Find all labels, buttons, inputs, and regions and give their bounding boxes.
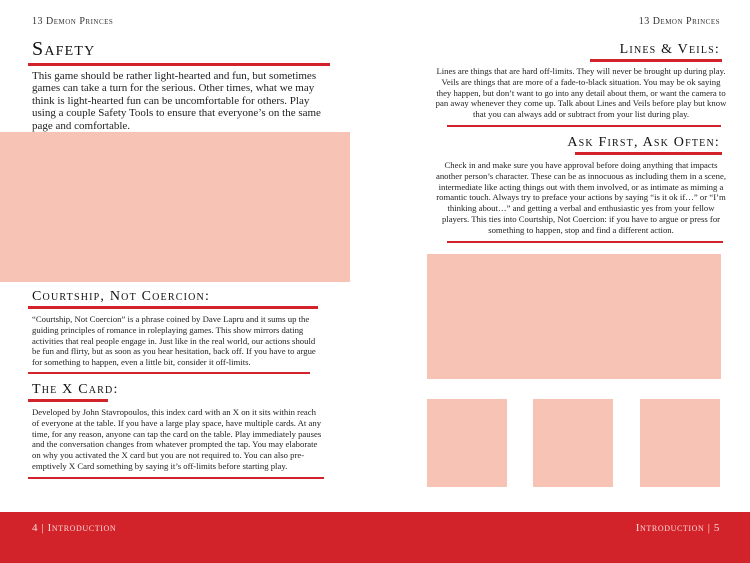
right-running-header: 13 Demon Princes <box>638 16 720 27</box>
left-running-header: 13 Demon Princes <box>32 16 114 27</box>
thumbnail-3 <box>640 399 720 487</box>
lines-veils-body: Lines are things that are hard off-limits. They will never be brought up during play. Veils are things that are more of a fade-to-black situation. You may be ok saying they happen, but don’t want to go into any detail about them, or want the camera to pan away whenever they come up. Talk about Lines and Veils before play but know that you can always add or subtract from your list during play. <box>435 66 727 120</box>
safety-rule <box>28 63 330 66</box>
ask-first-body: Check in and make sure you have approval before doing anything that impacts another person’s character. These can be as innocuous as including them in a scene, intermediate like acting things out with them involved, or as intimate as miming a romantic touch. Always try to preface your actions by saying “is it ok if…” or “I’m thinking about…” and getting a verbal and enthusiastic yes from your fellow players. This ties into Courtship, Not Coercion: if you have to argue or press for something to happen, stop and find a different action. <box>435 160 727 235</box>
lines-veils-underline <box>447 125 721 127</box>
courtship-underline <box>28 372 310 374</box>
right-page <box>375 0 750 512</box>
left-page <box>0 0 375 512</box>
footer-left-folio: 4 | Introduction <box>32 522 117 534</box>
courtship-heading: Courtship, Not Coercion: <box>32 289 211 304</box>
courtship-body: “Courtship, Not Coercion” is a phrase coined by Dave Lapru and it sums up the guiding principles of romance in roleplaying games. This show mirrors dating activities that real people engage in. Just like in the real world, our actions should be fun and flirty, but as soon as you hear hesitation, back off. If you have to argue for something to happen, even a little bit, consider it off-limits. <box>32 314 316 368</box>
xcard-underline <box>28 477 324 479</box>
footer-right-folio: Introduction | 5 <box>635 522 720 534</box>
safety-illustration <box>0 132 350 282</box>
courtship-rule <box>28 306 318 309</box>
xcard-heading: The X Card: <box>32 382 119 397</box>
thumbnail-2 <box>533 399 613 487</box>
main-illustration <box>427 254 721 379</box>
safety-heading: Safety <box>32 38 96 60</box>
lines-veils-rule <box>590 59 722 62</box>
ask-first-underline <box>447 241 723 243</box>
safety-body: This game should be rather light-hearted and fun, but sometimes games can take a turn for the serious. Other times, what we may think is light-hearted fun can be uncomfortable for others. Play using a couple Safety Tools to ensure that everyone’s on the same page and comfortable. <box>32 70 321 132</box>
ask-first-rule <box>575 152 722 155</box>
ask-first-heading: Ask First, Ask Often: <box>567 135 720 150</box>
thumbnail-1 <box>427 399 507 487</box>
footer-bar <box>0 512 750 563</box>
lines-veils-heading: Lines & Veils: <box>619 42 720 57</box>
xcard-body: Developed by John Stavropoulos, this index card with an X on it sits within reach of everyone at the table. If you have a large play space, have multiple cards. At any time, for any reason, anyone can tap the card on the table. Play immediately pauses and the conversation changes from whatever prompted the tap. You may elaborate on why you activated the X card but you are not required to. You can also pre-emptively X Card something by saying it’s off-limits before starting play. <box>32 407 322 471</box>
xcard-rule <box>28 399 108 402</box>
